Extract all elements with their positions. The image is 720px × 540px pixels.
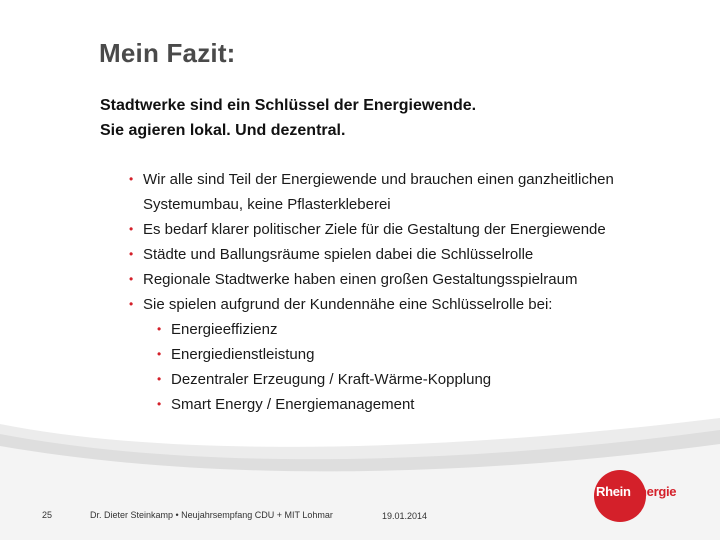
bullet-text: Es bedarf klarer politischer Ziele für die Gestaltung der Energiewende	[143, 221, 606, 238]
logo-wordmark	[596, 484, 676, 499]
footer-presenter-event: Dr. Dieter Steinkamp • Neujahrsempfang CDU + MIT Lohmar	[90, 510, 333, 520]
subtitle-line: Sie agieren lokal. Und dezentral.	[100, 122, 346, 139]
sub-bullet-text: Smart Energy / Energiemanagement	[171, 396, 415, 413]
bullet-item	[0, 292, 614, 317]
sub-bullet-item	[0, 367, 614, 392]
page-number: 25	[42, 510, 53, 520]
subtitle-line: Stadtwerke sind ein Schlüssel der Energiewende.	[100, 97, 477, 114]
footer-date: 19.01.2014	[382, 511, 428, 521]
bullet-dot-icon: •	[129, 272, 134, 286]
sub-bullet-text: Dezentraler Erzeugung / Kraft-Wärme-Kopplung	[171, 371, 492, 388]
slide-title: Mein Fazit:	[99, 38, 236, 68]
sub-bullet-text: Energieeffizienz	[171, 321, 278, 338]
bullet-item	[0, 242, 614, 267]
bullet-dot-icon: •	[157, 347, 162, 361]
bullet-dot-icon: •	[157, 372, 162, 386]
bullet-dot-icon: •	[129, 247, 134, 261]
bullet-text: Städte und Ballungsräume spielen dabei die Schlüsselrolle	[143, 246, 534, 263]
sub-bullet-item	[0, 342, 614, 367]
bullet-text-continuation: Systemumbau, keine Pflasterkleberei	[143, 196, 391, 213]
bullet-list	[0, 167, 614, 417]
bullet-text: Sie spielen aufgrund der Kundennähe eine Schlüsselrolle bei:	[143, 296, 553, 313]
bullet-dot-icon: •	[129, 222, 134, 236]
bullet-dot-icon: •	[129, 297, 134, 311]
bullet-dot-icon: •	[129, 172, 134, 186]
slide-subtitle	[100, 93, 476, 143]
logo-text-rhein: Rhein	[596, 484, 631, 499]
sub-bullet-item	[0, 392, 614, 417]
logo-text-energie: Energie	[630, 484, 677, 499]
bullet-dot-icon: •	[157, 397, 162, 411]
bullet-item	[0, 217, 614, 242]
bullet-dot-icon: •	[157, 322, 162, 336]
sub-bullet-item	[0, 317, 614, 342]
bullet-item	[0, 167, 614, 217]
bullet-text: Regionale Stadtwerke haben einen großen Gestaltungsspielraum	[143, 271, 578, 288]
bullet-item	[0, 267, 614, 292]
bullet-text: Wir alle sind Teil der Energiewende und brauchen einen ganzheitlichen	[143, 171, 614, 188]
sub-bullet-text: Energiedienstleistung	[171, 346, 315, 363]
